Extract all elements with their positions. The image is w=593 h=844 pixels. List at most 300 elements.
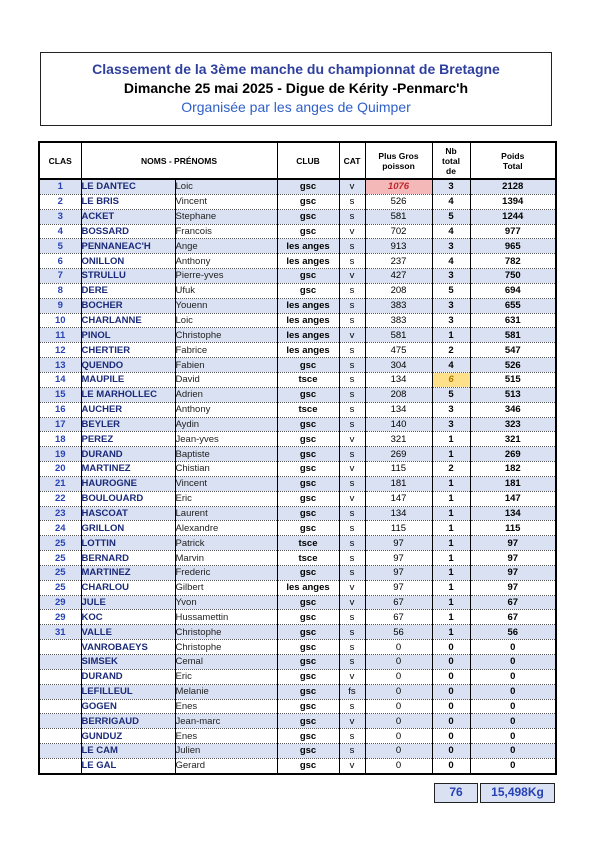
col-biggest-line2: poisson <box>382 160 415 171</box>
cell-total: 977 <box>470 224 556 239</box>
cell-prenom: Fabrice <box>175 343 277 358</box>
cell-cat: s <box>339 283 365 298</box>
cell-club: les anges <box>277 580 339 595</box>
cell-big: 67 <box>365 595 432 610</box>
cell-nom: CHARLANNE <box>81 313 175 328</box>
cell-cat: s <box>339 744 365 759</box>
cell-nb: 1 <box>432 447 470 462</box>
cell-prenom: Loic <box>175 179 277 194</box>
cell-total: 0 <box>470 640 556 655</box>
cell-nom: BOULOUARD <box>81 491 175 506</box>
cell-total: 321 <box>470 432 556 447</box>
cell-clas: 23 <box>39 506 81 521</box>
cell-club: gsc <box>277 209 339 224</box>
header-box <box>40 52 552 126</box>
cell-nb: 1 <box>432 476 470 491</box>
total-weight-box: 15,498Kg <box>480 783 555 803</box>
cell-prenom: Hussamettin <box>175 610 277 625</box>
cell-big: 304 <box>365 358 432 373</box>
cell-cat: s <box>339 625 365 640</box>
cell-prenom: Enes <box>175 699 277 714</box>
cell-prenom: Patrick <box>175 536 277 551</box>
cell-total: 346 <box>470 402 556 417</box>
cell-cat: v <box>339 580 365 595</box>
table-row <box>39 744 556 759</box>
organizer: Organisée par les anges de Quimper <box>181 99 411 115</box>
cell-total: 515 <box>470 372 556 387</box>
cell-nb: 4 <box>432 224 470 239</box>
cell-nom: LE MARHOLLEC <box>81 387 175 402</box>
cell-prenom: Vincent <box>175 476 277 491</box>
cell-nom: CHARLOU <box>81 580 175 595</box>
cell-nb: 3 <box>432 269 470 284</box>
col-names: NOMS - PRÉNOMS <box>81 142 277 179</box>
table-row <box>39 684 556 699</box>
cell-nom: LEFILLEUL <box>81 684 175 699</box>
cell-total: 97 <box>470 565 556 580</box>
cell-clas <box>39 684 81 699</box>
table-row <box>39 313 556 328</box>
cell-nom: VALLE <box>81 625 175 640</box>
cell-club: gsc <box>277 625 339 640</box>
cell-nb: 1 <box>432 491 470 506</box>
cell-prenom: Pierre-yves <box>175 269 277 284</box>
cell-total: 631 <box>470 313 556 328</box>
col-clas: CLAS <box>39 142 81 179</box>
cell-big: 97 <box>365 580 432 595</box>
cell-big: 97 <box>365 536 432 551</box>
cell-clas: 1 <box>39 179 81 194</box>
cell-cat: v <box>339 758 365 773</box>
cell-nb: 2 <box>432 343 470 358</box>
cell-nb: 1 <box>432 432 470 447</box>
cell-big: 56 <box>365 625 432 640</box>
cell-nb: 0 <box>432 714 470 729</box>
cell-prenom: Ange <box>175 239 277 254</box>
cell-club: gsc <box>277 655 339 670</box>
cell-nb: 1 <box>432 551 470 566</box>
cell-nom: GUNDUZ <box>81 729 175 744</box>
cell-nb: 5 <box>432 387 470 402</box>
cell-big: 0 <box>365 640 432 655</box>
cell-big: 0 <box>365 699 432 714</box>
cell-clas: 24 <box>39 521 81 536</box>
cell-nom: STRULLU <box>81 269 175 284</box>
cell-clas: 20 <box>39 462 81 477</box>
cell-nom: KOC <box>81 610 175 625</box>
cell-big: 208 <box>365 387 432 402</box>
cell-clas: 7 <box>39 269 81 284</box>
cell-nb: 0 <box>432 669 470 684</box>
cell-total: 750 <box>470 269 556 284</box>
cell-clas <box>39 729 81 744</box>
cell-cat: v <box>339 491 365 506</box>
table-row <box>39 194 556 209</box>
cell-big: 0 <box>365 655 432 670</box>
cell-cat: s <box>339 729 365 744</box>
cell-big: 1076 <box>365 179 432 194</box>
cell-big: 913 <box>365 239 432 254</box>
cell-nb: 4 <box>432 194 470 209</box>
cell-nom: LOTTIN <box>81 536 175 551</box>
cell-nom: DURAND <box>81 669 175 684</box>
cell-nb: 0 <box>432 729 470 744</box>
cell-cat: s <box>339 298 365 313</box>
cell-total: 269 <box>470 447 556 462</box>
cell-nb: 3 <box>432 239 470 254</box>
cell-cat: s <box>339 372 365 387</box>
cell-nb: 1 <box>432 610 470 625</box>
table-row <box>39 269 556 284</box>
cell-clas <box>39 758 81 773</box>
cell-cat: v <box>339 269 365 284</box>
cell-total: 0 <box>470 655 556 670</box>
cell-cat: v <box>339 328 365 343</box>
col-biggest <box>365 142 432 179</box>
cell-big: 115 <box>365 521 432 536</box>
cell-prenom: Chistian <box>175 462 277 477</box>
cell-total: 323 <box>470 417 556 432</box>
cell-big: 0 <box>365 669 432 684</box>
cell-clas <box>39 640 81 655</box>
cell-nb: 2 <box>432 462 470 477</box>
cell-nb: 4 <box>432 358 470 373</box>
cell-prenom: Loic <box>175 313 277 328</box>
cell-clas: 15 <box>39 387 81 402</box>
cell-prenom: Yvon <box>175 595 277 610</box>
cell-club: gsc <box>277 565 339 580</box>
cell-big: 67 <box>365 610 432 625</box>
table-row <box>39 758 556 773</box>
cell-cat: s <box>339 402 365 417</box>
cell-cat: v <box>339 179 365 194</box>
cell-club: gsc <box>277 684 339 699</box>
cell-nom: VANROBAEYS <box>81 640 175 655</box>
cell-clas: 19 <box>39 447 81 462</box>
cell-nb: 1 <box>432 521 470 536</box>
cell-nom: BERNARD <box>81 551 175 566</box>
cell-total: 655 <box>470 298 556 313</box>
cell-nom: GRILLON <box>81 521 175 536</box>
cell-big: 97 <box>365 565 432 580</box>
cell-club: gsc <box>277 283 339 298</box>
cell-nom: BEYLER <box>81 417 175 432</box>
cell-total: 67 <box>470 595 556 610</box>
table-row <box>39 239 556 254</box>
cell-prenom: Baptiste <box>175 447 277 462</box>
cell-cat: s <box>339 209 365 224</box>
cell-big: 427 <box>365 269 432 284</box>
cell-nom: LE CAM <box>81 744 175 759</box>
cell-big: 237 <box>365 254 432 269</box>
cell-nb: 4 <box>432 254 470 269</box>
cell-total: 97 <box>470 580 556 595</box>
table-row <box>39 729 556 744</box>
cell-nom: AUCHER <box>81 402 175 417</box>
col-weight <box>470 142 556 179</box>
cell-cat: s <box>339 194 365 209</box>
cell-cat: v <box>339 432 365 447</box>
col-weight-line1: Poids <box>501 150 525 161</box>
cell-club: gsc <box>277 447 339 462</box>
cell-nom: HAUROGNE <box>81 476 175 491</box>
cell-prenom: Anthony <box>175 254 277 269</box>
table-row <box>39 358 556 373</box>
table-row <box>39 655 556 670</box>
cell-prenom: Youenn <box>175 298 277 313</box>
cell-nom: MARTINEZ <box>81 565 175 580</box>
cell-nom: LE DANTEC <box>81 179 175 194</box>
cell-big: 140 <box>365 417 432 432</box>
cell-cat: v <box>339 224 365 239</box>
cell-nb: 5 <box>432 283 470 298</box>
cell-clas: 18 <box>39 432 81 447</box>
col-club: CLUB <box>277 142 339 179</box>
cell-total: 1244 <box>470 209 556 224</box>
results-body <box>39 179 556 774</box>
cell-nom: BERRIGAUD <box>81 714 175 729</box>
table-row <box>39 209 556 224</box>
total-fish-box: 76 <box>434 783 478 803</box>
cell-club: tsce <box>277 402 339 417</box>
cell-nom: PENNANEAC'H <box>81 239 175 254</box>
cell-club: gsc <box>277 387 339 402</box>
cell-big: 115 <box>365 462 432 477</box>
table-row <box>39 640 556 655</box>
table-row <box>39 432 556 447</box>
cell-nb: 5 <box>432 209 470 224</box>
cell-cat: fs <box>339 684 365 699</box>
cell-club: gsc <box>277 194 339 209</box>
cell-prenom: Laurent <box>175 506 277 521</box>
cell-total: 134 <box>470 506 556 521</box>
header-row <box>39 142 556 179</box>
cell-big: 181 <box>365 476 432 491</box>
cell-nom: LE BRIS <box>81 194 175 209</box>
cell-cat: s <box>339 447 365 462</box>
table-row <box>39 447 556 462</box>
cell-clas: 2 <box>39 194 81 209</box>
cell-clas: 29 <box>39 610 81 625</box>
cell-clas: 31 <box>39 625 81 640</box>
cell-nom: JULE <box>81 595 175 610</box>
cell-clas <box>39 669 81 684</box>
cell-nom: MAUPILE <box>81 372 175 387</box>
cell-total: 0 <box>470 684 556 699</box>
cell-total: 965 <box>470 239 556 254</box>
cell-nom: DERE <box>81 283 175 298</box>
cell-club: gsc <box>277 699 339 714</box>
cell-club: gsc <box>277 758 339 773</box>
cell-big: 383 <box>365 313 432 328</box>
cell-club: gsc <box>277 714 339 729</box>
cell-clas: 13 <box>39 358 81 373</box>
cell-club: gsc <box>277 506 339 521</box>
col-weight-line2: Total <box>502 160 523 171</box>
cell-nom: SIMSEK <box>81 655 175 670</box>
cell-total: 547 <box>470 343 556 358</box>
cell-nb: 0 <box>432 684 470 699</box>
cell-prenom: Christophe <box>175 328 277 343</box>
cell-prenom: Gerard <box>175 758 277 773</box>
cell-nom: ONILLON <box>81 254 175 269</box>
cell-nb: 0 <box>432 758 470 773</box>
results-table <box>38 141 557 775</box>
cell-prenom: Anthony <box>175 402 277 417</box>
cell-big: 702 <box>365 224 432 239</box>
cell-clas: 6 <box>39 254 81 269</box>
cell-prenom: Cemal <box>175 655 277 670</box>
col-nb-line2: total <box>442 155 460 166</box>
table-row <box>39 491 556 506</box>
cell-prenom: Christophe <box>175 640 277 655</box>
cell-club: tsce <box>277 372 339 387</box>
cell-big: 147 <box>365 491 432 506</box>
cell-nom: HASCOAT <box>81 506 175 521</box>
cell-prenom: Melanie <box>175 684 277 699</box>
cell-clas: 9 <box>39 298 81 313</box>
col-nb-line3: de <box>446 165 456 176</box>
table-row <box>39 699 556 714</box>
cell-nom: QUENDO <box>81 358 175 373</box>
cell-club: les anges <box>277 298 339 313</box>
cell-prenom: Eric <box>175 669 277 684</box>
cell-prenom: Vincent <box>175 194 277 209</box>
table-row <box>39 565 556 580</box>
cell-big: 0 <box>365 684 432 699</box>
table-row <box>39 254 556 269</box>
cell-nb: 1 <box>432 536 470 551</box>
cell-cat: s <box>339 254 365 269</box>
cell-clas: 25 <box>39 536 81 551</box>
col-nb <box>432 142 470 179</box>
table-row <box>39 283 556 298</box>
cell-clas: 14 <box>39 372 81 387</box>
cell-club: gsc <box>277 640 339 655</box>
cell-nb: 1 <box>432 565 470 580</box>
col-biggest-line1: Plus Gros <box>378 150 419 161</box>
col-cat: CAT <box>339 142 365 179</box>
cell-nom: PEREZ <box>81 432 175 447</box>
cell-nb: 1 <box>432 625 470 640</box>
cell-big: 134 <box>365 506 432 521</box>
cell-total: 0 <box>470 699 556 714</box>
cell-clas: 16 <box>39 402 81 417</box>
cell-nb: 0 <box>432 655 470 670</box>
table-row <box>39 610 556 625</box>
cell-prenom: Enes <box>175 729 277 744</box>
cell-total: 0 <box>470 758 556 773</box>
cell-clas: 10 <box>39 313 81 328</box>
cell-prenom: Stephane <box>175 209 277 224</box>
cell-total: 115 <box>470 521 556 536</box>
cell-cat: v <box>339 669 365 684</box>
cell-prenom: Adrien <box>175 387 277 402</box>
table-row <box>39 580 556 595</box>
cell-nb: 3 <box>432 313 470 328</box>
cell-clas: 11 <box>39 328 81 343</box>
cell-clas: 25 <box>39 551 81 566</box>
cell-nom: DURAND <box>81 447 175 462</box>
cell-club: gsc <box>277 476 339 491</box>
cell-cat: s <box>339 313 365 328</box>
cell-cat: s <box>339 417 365 432</box>
cell-prenom: Gilbert <box>175 580 277 595</box>
table-row <box>39 476 556 491</box>
cell-prenom: Jean-yves <box>175 432 277 447</box>
cell-club: les anges <box>277 328 339 343</box>
cell-total: 147 <box>470 491 556 506</box>
cell-total: 0 <box>470 729 556 744</box>
cell-clas: 29 <box>39 595 81 610</box>
cell-nb: 0 <box>432 640 470 655</box>
table-row <box>39 462 556 477</box>
cell-club: gsc <box>277 521 339 536</box>
cell-cat: s <box>339 655 365 670</box>
cell-prenom: Alexandre <box>175 521 277 536</box>
table-row <box>39 343 556 358</box>
cell-club: gsc <box>277 224 339 239</box>
cell-nb: 1 <box>432 580 470 595</box>
col-nb-line1: Nb <box>445 145 457 156</box>
cell-club: gsc <box>277 417 339 432</box>
cell-big: 134 <box>365 402 432 417</box>
cell-prenom: David <box>175 372 277 387</box>
cell-nb: 3 <box>432 298 470 313</box>
cell-big: 383 <box>365 298 432 313</box>
cell-club: gsc <box>277 432 339 447</box>
cell-cat: s <box>339 565 365 580</box>
cell-cat: s <box>339 551 365 566</box>
cell-big: 581 <box>365 209 432 224</box>
cell-clas: 25 <box>39 565 81 580</box>
cell-cat: s <box>339 343 365 358</box>
cell-big: 475 <box>365 343 432 358</box>
cell-nom: MARTINEZ <box>81 462 175 477</box>
cell-prenom: Francois <box>175 224 277 239</box>
cell-big: 0 <box>365 714 432 729</box>
cell-cat: s <box>339 387 365 402</box>
cell-nb: 0 <box>432 699 470 714</box>
table-row <box>39 625 556 640</box>
table-row <box>39 595 556 610</box>
cell-club: gsc <box>277 491 339 506</box>
cell-nom: GOGEN <box>81 699 175 714</box>
cell-prenom: Jean-marc <box>175 714 277 729</box>
table-row <box>39 551 556 566</box>
cell-cat: s <box>339 506 365 521</box>
cell-clas: 12 <box>39 343 81 358</box>
cell-club: gsc <box>277 610 339 625</box>
cell-big: 321 <box>365 432 432 447</box>
cell-prenom: Christophe <box>175 625 277 640</box>
cell-club: gsc <box>277 744 339 759</box>
cell-total: 182 <box>470 462 556 477</box>
cell-cat: s <box>339 358 365 373</box>
cell-total: 526 <box>470 358 556 373</box>
cell-big: 269 <box>365 447 432 462</box>
cell-prenom: Frederic <box>175 565 277 580</box>
cell-total: 0 <box>470 744 556 759</box>
cell-nom: ACKET <box>81 209 175 224</box>
table-row <box>39 417 556 432</box>
cell-big: 134 <box>365 372 432 387</box>
cell-prenom: Eric <box>175 491 277 506</box>
cell-cat: s <box>339 239 365 254</box>
cell-club: tsce <box>277 536 339 551</box>
cell-clas: 17 <box>39 417 81 432</box>
cell-club: les anges <box>277 239 339 254</box>
